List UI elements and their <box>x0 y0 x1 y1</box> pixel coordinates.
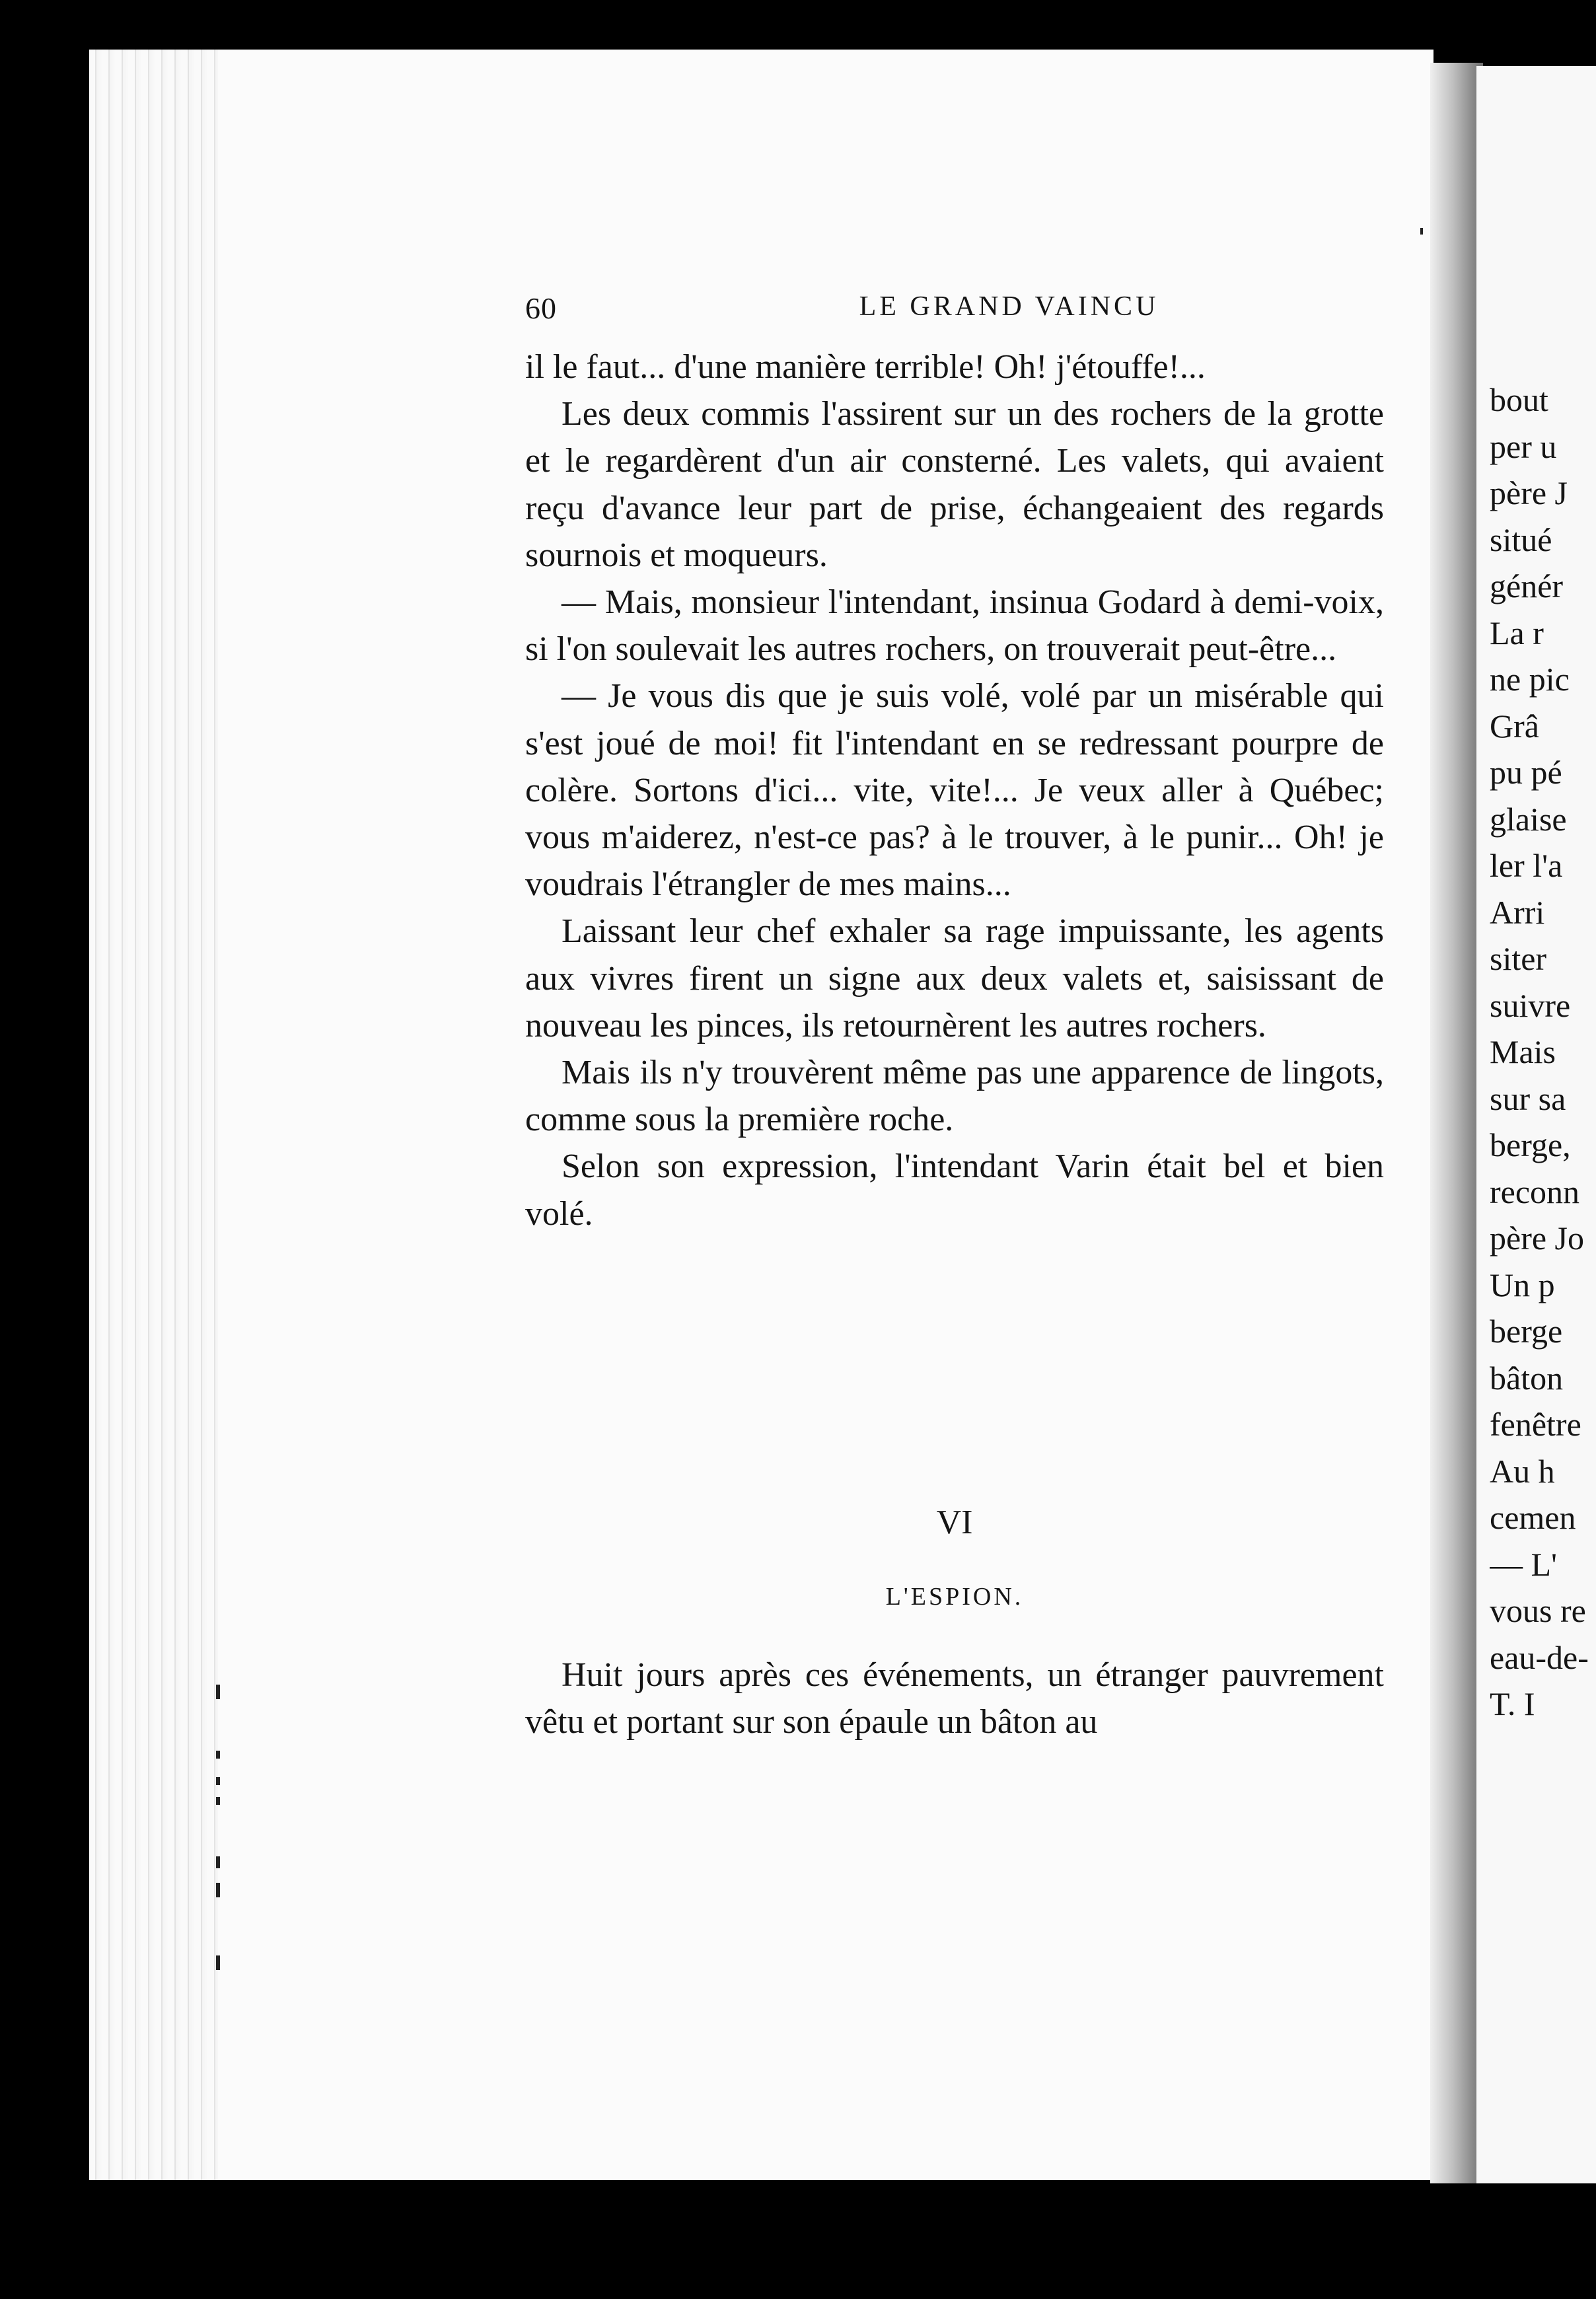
paragraph: Huit jours après ces événements, un étranger pauvrement vêtu et portant sur son épaule un bâton au <box>525 1656 1384 1741</box>
right-line: génér <box>1490 567 1564 604</box>
chapter-title: L'ESPION. <box>885 1583 1024 1611</box>
right-line: ler l'a <box>1490 847 1563 884</box>
speck <box>216 1955 220 1970</box>
speck <box>216 1685 220 1699</box>
speck <box>216 1856 220 1868</box>
right-line: Arri <box>1490 893 1545 931</box>
paragraph: Selon son expression, l'intendant Varin était bel et bien volé. <box>525 1148 1384 1233</box>
right-line: bâton <box>1490 1359 1564 1397</box>
right-line: suivre <box>1490 986 1571 1024</box>
paragraph: Mais ils n'y trouvèrent même pas une apparence de lingots, comme sous la première roche. <box>525 1054 1384 1139</box>
right-page-text-fragments <box>1490 377 1596 1728</box>
speck <box>216 1751 220 1759</box>
right-line: siter <box>1490 940 1547 977</box>
speck <box>216 1883 220 1897</box>
running-title: LE GRAND VAINCU <box>859 291 1159 322</box>
right-line: per u <box>1490 427 1557 465</box>
right-line: vous re <box>1490 1592 1586 1629</box>
right-line: bout <box>1490 381 1548 418</box>
paragraph: Les deux commis l'assirent sur un des rochers de la grotte et le regardèrent d'un air consterné. Les valets, qui avaient reçu d'avance leur part de prise, échangeaient des regards sournois et moqueurs. <box>525 395 1384 574</box>
right-line: pu pé <box>1490 754 1562 791</box>
chapter-number: VI <box>936 1504 973 1541</box>
right-line: — L' <box>1490 1545 1558 1583</box>
right-line: Mais <box>1490 1033 1556 1070</box>
body-text <box>525 344 1384 1237</box>
right-line: glaise <box>1490 800 1567 838</box>
right-line: père J <box>1490 474 1568 511</box>
paragraph: Laissant leur chef exhaler sa rage impuissante, les agents aux vivres firent un signe aux deux valets et, saisissant de nouveau les pinces, ils retournèrent les autres rochers. <box>525 912 1384 1044</box>
paragraph: — Mais, monsieur l'intendant, insinua Godard à demi-voix, si l'on soulevait les autres rochers, on trouverait peut-être... <box>525 583 1384 669</box>
right-line: sur sa <box>1490 1079 1566 1117</box>
paragraph: — Je vous dis que je suis volé, volé par un misérable qui s'est joué de moi! fit l'intendant en se redressant pourpre de colère. Sortons d'ici... vite, vite!... Je veux aller à Québec; vous m'aiderez, n'est-ce pas? à le trouver, à le punir... Oh! je voudrais l'étrangler de mes mains... <box>525 677 1384 904</box>
right-line: père Jo <box>1490 1220 1584 1257</box>
right-line: ne pic <box>1490 661 1570 698</box>
paragraph: il le faut... d'une manière terrible! Oh! j'étouffe!... <box>525 348 1206 386</box>
right-line: eau-de- <box>1490 1638 1589 1676</box>
right-line: berge, <box>1490 1126 1571 1163</box>
chapter-body-text <box>525 1652 1384 1745</box>
right-line: La r <box>1490 614 1544 651</box>
right-line: reconn <box>1490 1173 1580 1210</box>
right-line: berge <box>1490 1313 1563 1350</box>
right-line: Grâ <box>1490 707 1539 745</box>
speck <box>216 1777 220 1785</box>
right-line: situé <box>1490 521 1552 558</box>
book-gutter-shadow <box>1430 63 1483 2183</box>
right-line: cemen <box>1490 1499 1576 1536</box>
right-line: fenêtre <box>1490 1406 1581 1443</box>
speck <box>216 1797 220 1805</box>
running-head <box>525 291 1414 330</box>
right-line: T. I <box>1490 1685 1535 1722</box>
speck <box>1420 228 1423 235</box>
right-line: Un p <box>1490 1266 1555 1303</box>
right-line: Au h <box>1490 1452 1555 1490</box>
page-number: 60 <box>525 291 557 325</box>
